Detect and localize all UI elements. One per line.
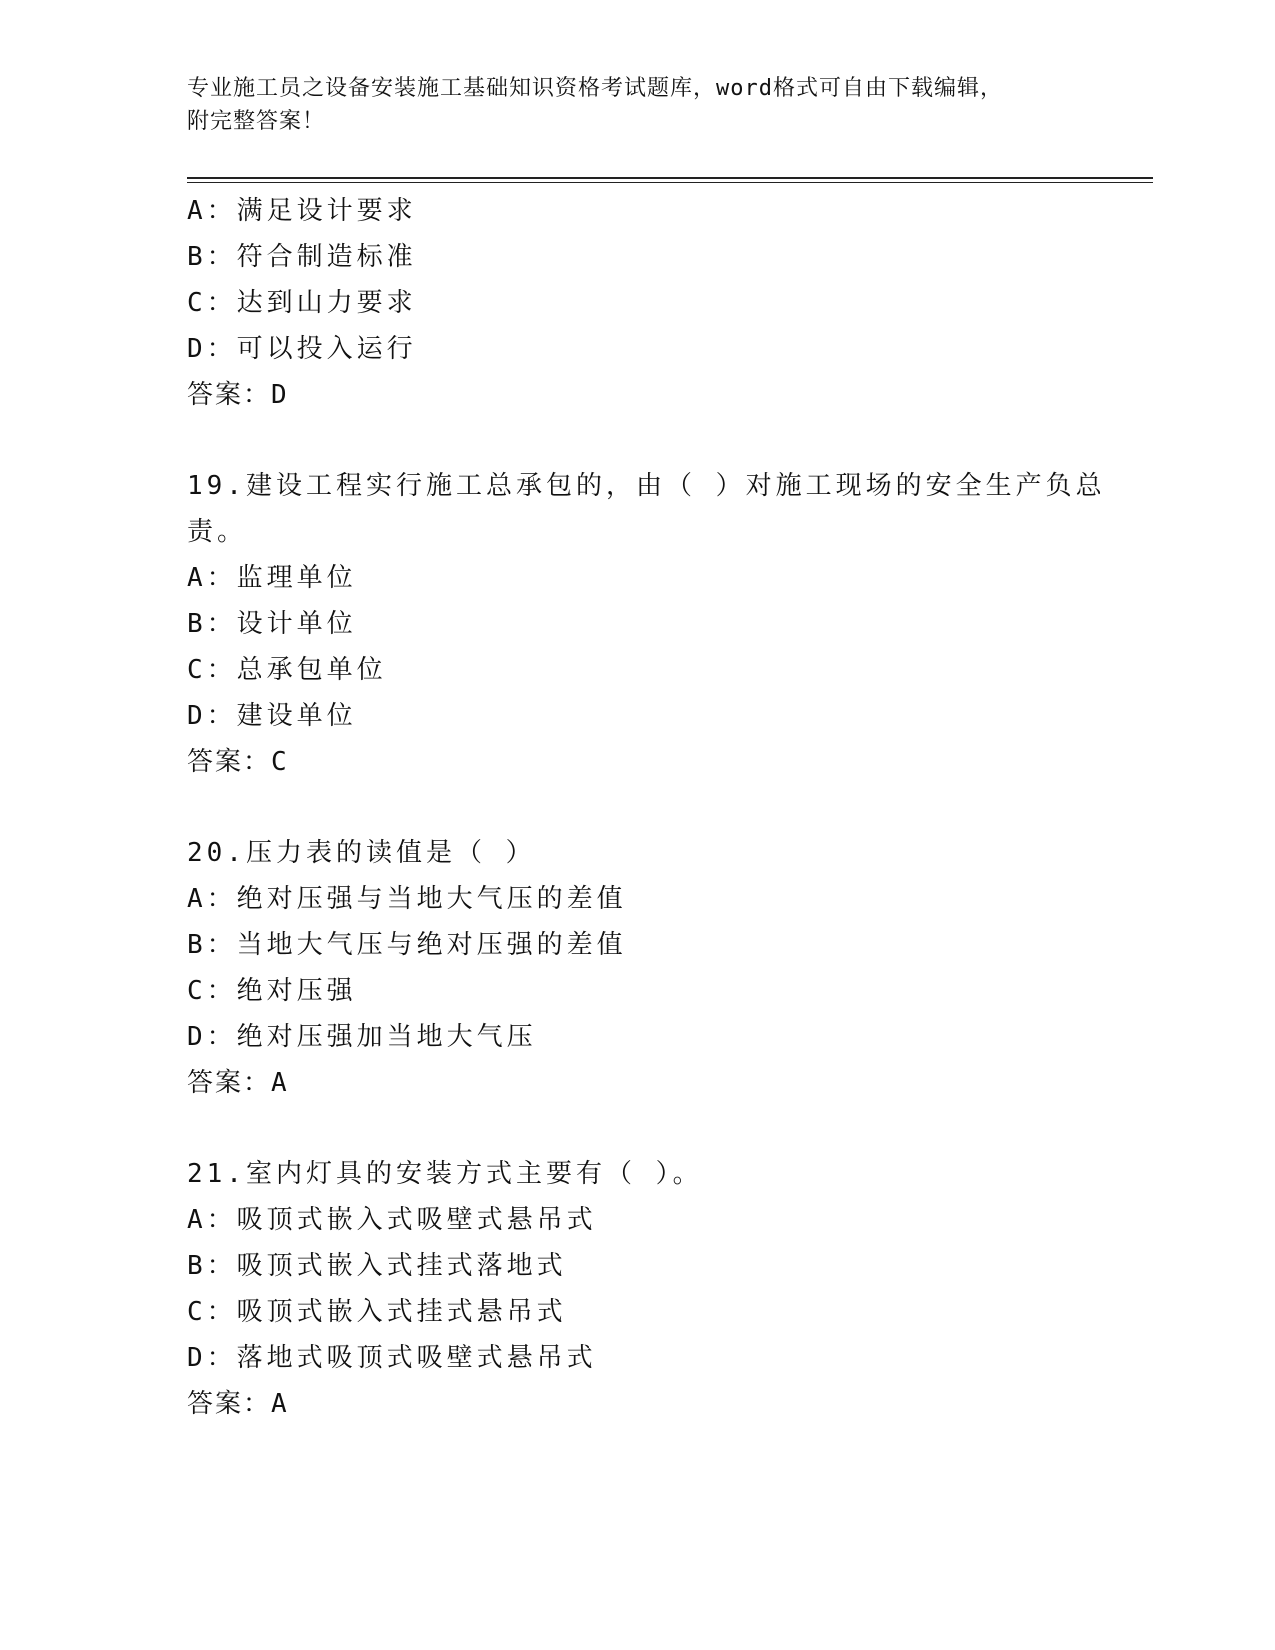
option-key: B — [187, 242, 207, 272]
question-block-19 — [187, 463, 1106, 785]
question-spacer — [187, 785, 1067, 830]
option-key: C — [187, 655, 207, 685]
option-text: 设计单位 — [236, 609, 357, 639]
option-key: B — [187, 609, 207, 639]
option-text: 绝对压强与当地大气压的差值 — [236, 884, 627, 914]
option-key: D — [187, 701, 207, 731]
question-spacer — [187, 418, 1067, 463]
option-d: D：建设单位 — [187, 701, 357, 731]
option-text: 吸顶式嵌入式挂式悬吊式 — [236, 1297, 567, 1327]
answer-line — [187, 1381, 1067, 1427]
option-key: D — [187, 334, 207, 364]
option-d: D：落地式吸顶式吸壁式悬吊式 — [187, 1343, 597, 1373]
option-text: 监理单位 — [236, 563, 357, 593]
option-key: A — [187, 196, 207, 226]
question-title: 19.建设工程实行施工总承包的，由（ ）对施工现场的安全生产负总 — [187, 471, 1106, 501]
question-block-21 — [187, 1151, 1067, 1427]
answer-label: 答案： — [187, 1068, 272, 1098]
option-c: C：吸顶式嵌入式挂式悬吊式 — [187, 1297, 567, 1327]
option-text: 符合制造标准 — [236, 242, 417, 272]
question-block-20 — [187, 830, 1067, 1106]
answer-line — [187, 372, 1067, 418]
option-key: A — [187, 563, 207, 593]
option-text: 建设单位 — [236, 701, 357, 731]
question-block-partial — [187, 188, 1067, 418]
option-text: 绝对压强 — [236, 976, 357, 1006]
option-c: C：绝对压强 — [187, 976, 357, 1006]
option-text: 落地式吸顶式吸壁式悬吊式 — [236, 1343, 597, 1373]
option-key: B — [187, 1251, 207, 1281]
option-a: A：吸顶式嵌入式吸壁式悬吊式 — [187, 1205, 597, 1235]
answer-value: A — [271, 1389, 289, 1419]
answer-label: 答案： — [187, 380, 272, 410]
option-a: A：绝对压强与当地大气压的差值 — [187, 884, 627, 914]
option-text: 吸顶式嵌入式吸壁式悬吊式 — [236, 1205, 597, 1235]
option-d: D：绝对压强加当地大气压 — [187, 1022, 537, 1052]
option-a: A：满足设计要求 — [187, 196, 417, 226]
option-key: B — [187, 930, 207, 960]
option-a: A：监理单位 — [187, 563, 357, 593]
option-d: D：可以投入运行 — [187, 334, 417, 364]
option-key: C — [187, 288, 207, 318]
option-key: C — [187, 976, 207, 1006]
option-text: 可以投入运行 — [236, 334, 417, 364]
option-b: B：当地大气压与绝对压强的差值 — [187, 930, 627, 960]
option-text: 满足设计要求 — [236, 196, 417, 226]
option-text: 总承包单位 — [236, 655, 387, 685]
option-c: C：达到山力要求 — [187, 288, 417, 318]
answer-line — [187, 1060, 1067, 1106]
header-line-1: 专业施工员之设备安装施工基础知识资格考试题库，word格式可自由下载编辑， — [187, 76, 1003, 101]
option-key: A — [187, 884, 207, 914]
answer-label: 答案： — [187, 1389, 272, 1419]
question-list — [187, 188, 1106, 1427]
answer-label: 答案： — [187, 747, 272, 777]
option-b: B：符合制造标准 — [187, 242, 417, 272]
question-spacer — [187, 1106, 1067, 1151]
option-key: D — [187, 1022, 207, 1052]
option-c: C：总承包单位 — [187, 655, 387, 685]
document-header — [187, 72, 1067, 138]
option-key: C — [187, 1297, 207, 1327]
header-line-2: 附完整答案！ — [187, 109, 326, 134]
option-b: B：设计单位 — [187, 609, 357, 639]
option-b: B：吸顶式嵌入式挂式落地式 — [187, 1251, 567, 1281]
option-text: 吸顶式嵌入式挂式落地式 — [236, 1251, 567, 1281]
option-text: 绝对压强加当地大气压 — [236, 1022, 537, 1052]
question-title: 20.压力表的读值是（ ） — [187, 838, 536, 868]
option-text: 当地大气压与绝对压强的差值 — [236, 930, 627, 960]
header-divider-thick — [187, 177, 1153, 179]
answer-value: A — [271, 1068, 289, 1098]
option-key: A — [187, 1205, 207, 1235]
answer-value: C — [271, 747, 289, 777]
option-key: D — [187, 1343, 207, 1373]
option-text: 达到山力要求 — [236, 288, 417, 318]
question-title-continued: 责。 — [187, 517, 248, 547]
answer-line — [187, 739, 1067, 785]
question-title: 21.室内灯具的安装方式主要有（ ）。 — [187, 1159, 703, 1189]
answer-value: D — [271, 380, 289, 410]
header-divider-thin — [187, 182, 1153, 183]
